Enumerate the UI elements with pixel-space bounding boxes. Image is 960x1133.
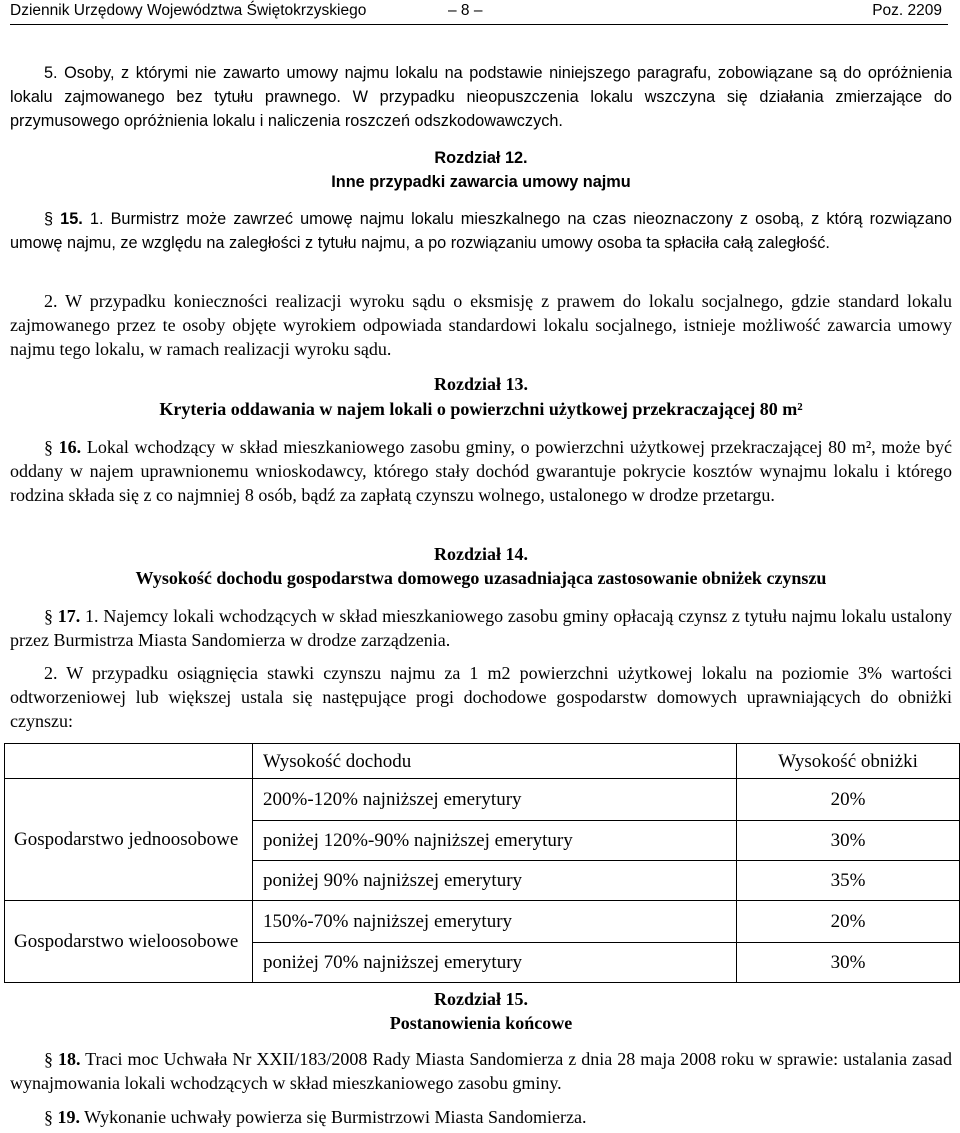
chapter-12-title: Inne przypadki zawarcia umowy najmu	[331, 173, 631, 191]
income-threshold-table	[4, 743, 960, 983]
income-cell: poniżej 120%-90% najniższej emerytury	[253, 821, 737, 861]
page-number: – 8 –	[448, 2, 483, 19]
section-15-p2: 2. W przypadku konieczności realizacji wyroku sądu o eksmisję z prawem do lokalu socjalnego, gdzie standard lokalu zajmowanego przez te osoby objęte wyrokiem odpowiada standardowi lokalu socjalnego, istnieje możliwość zawarcia umowy najmu tego lokalu, w ramach realizacji wyroku sądu.	[10, 291, 952, 359]
section-18: § 18. Traci moc Uchwała Nr XXII/183/2008 Rady Miasta Sandomierza z dnia 28 maja 2008 roku w sprawie: ustalania zasad wynajmowania lokali wchodzących w skład mieszkaniowego zasobu gminy.	[10, 1049, 953, 1093]
chapter-13-title: Kryteria oddawania w najem lokali o powierzchni użytkowej przekraczającej 80 m²	[159, 399, 803, 419]
header-rule	[10, 24, 948, 25]
chapter-15-title: Postanowienia końcowe	[389, 1013, 573, 1033]
section-17-p1: § 17. 1. Najemcy lokali wchodzących w skład mieszkaniowego zasobu gminy opłacają czynsz z tytułu najmu lokalu ustalony przez Burmistrza Miasta Sandomierza w drodze zarządzenia.	[10, 606, 952, 650]
section-mark-17: § 17.	[44, 606, 81, 626]
journal-title: Dziennik Urzędowy Województwa Świętokrzyskiego	[10, 2, 367, 19]
section-19: § 19. Wykonanie uchwały powierza się Burmistrzowi Miasta Sandomierza.	[44, 1107, 587, 1127]
chapter-15-number: Rozdział 15.	[434, 989, 528, 1009]
table-corner-cell	[5, 744, 253, 779]
section-mark-19: § 19.	[44, 1107, 80, 1127]
income-cell: poniżej 90% najniższej emerytury	[253, 861, 737, 901]
chapter-13-number: Rozdział 13.	[434, 374, 528, 394]
reduction-cell: 30%	[737, 943, 960, 983]
income-cell: 150%-70% najniższej emerytury	[253, 901, 737, 943]
col-header-income: Wysokość dochodu	[253, 744, 737, 779]
reduction-cell: 30%	[737, 821, 960, 861]
section-mark-15: § 15.	[44, 210, 83, 228]
section-15-p1: § 15. 1. Burmistrz może zawrzeć umowę najmu lokalu mieszkalnego na czas nieoznaczony z osobą, z którą rozwiązano umowę najmu, ze względu na zaległości z tytułu najmu, a po rozwiązaniu umowy osoba ta spłaciła całą zaległość.	[10, 210, 952, 252]
section-17-p2: 2. W przypadku osiągnięcia stawki czynszu najmu za 1 m2 powierzchni użytkowej lokalu na poziomie 3% wartości odtworzeniowej lub większej ustala się następujące progi dochodowe gospodarstw domowych uprawniających do obniżki czynszu:	[10, 663, 952, 731]
chapter-14-number: Rozdział 14.	[434, 544, 528, 564]
reduction-cell: 20%	[737, 779, 960, 821]
group-multi: Gospodarstwo wieloosobowe	[5, 901, 253, 983]
col-header-reduction: Wysokość obniżki	[737, 744, 960, 779]
reduction-cell: 35%	[737, 861, 960, 901]
section-mark-16: § 16.	[44, 437, 82, 457]
paragraph-5: 5. Osoby, z którymi nie zawarto umowy najmu lokalu na podstawie niniejszego paragrafu, zobowiązane są do opróżnienia lokalu zajmowanego bez tytułu prawnego. W przypadku nieopuszczenia lokalu wszczyna się działania zmierzające do przymusowego opróżnienia lokalu i naliczenia roszczeń odszkodowawczych.	[10, 64, 952, 130]
position-number: Poz. 2209	[872, 2, 942, 19]
income-cell: 200%-120% najniższej emerytury	[253, 779, 737, 821]
section-mark-18: § 18.	[44, 1049, 81, 1069]
income-cell: poniżej 70% najniższej emerytury	[253, 943, 737, 983]
reduction-cell: 20%	[737, 901, 960, 943]
chapter-12-number: Rozdział 12.	[434, 149, 528, 167]
chapter-14-title: Wysokość dochodu gospodarstwa domowego uzasadniająca zastosowanie obniżek czynszu	[135, 568, 827, 588]
section-16: § 16. Lokal wchodzący w skład mieszkaniowego zasobu gminy, o powierzchni użytkowej przekraczającej 80 m², może być oddany w najem uprawnionemu wnioskodawcy, którego stały dochód gwarantuje pokrycie kosztów wynajmu lokalu i którego rodzina składa się z co najmniej 8 osób, bądź za zapłatą czynszu wolnego, ustalonego w drodze przetargu.	[10, 437, 953, 505]
group-single: Gospodarstwo jednoosobowe	[5, 779, 253, 901]
